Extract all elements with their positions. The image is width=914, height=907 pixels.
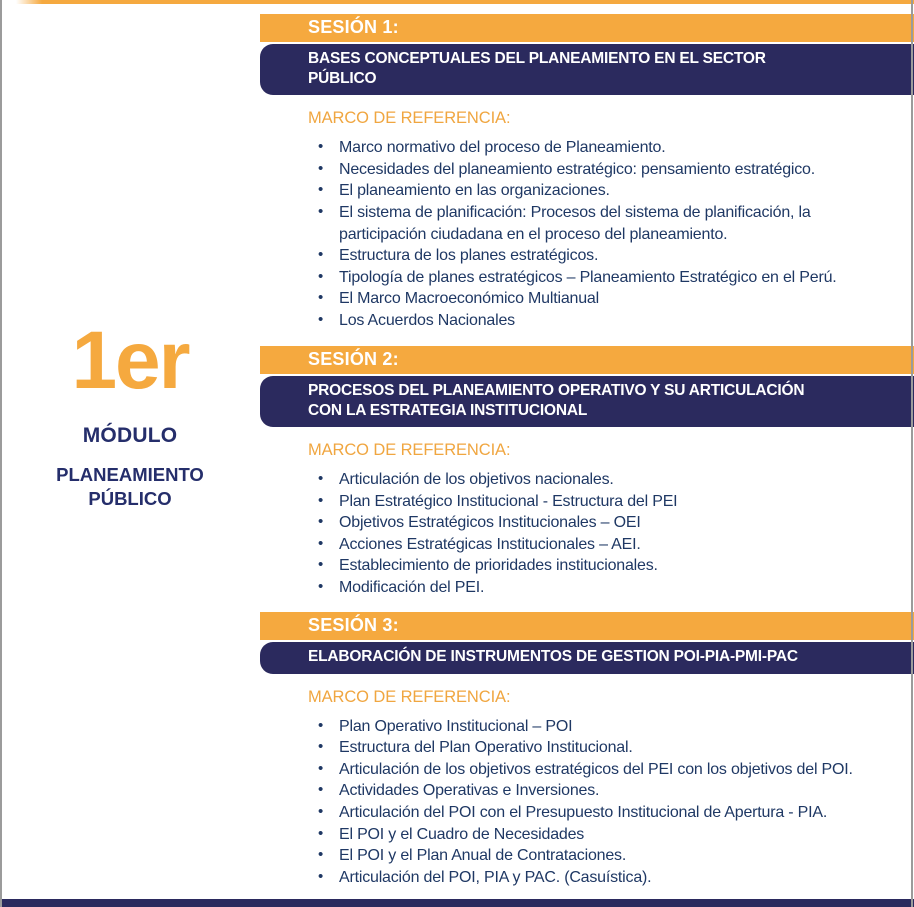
topic-item: • Plan Estratégico Institucional - Estructura del PEI (315, 491, 884, 513)
session-title: ELABORACIÓN DE INSTRUMENTOS DE GESTION POI-PIA-PMI-PAC (260, 642, 914, 673)
topic-item: • El POI y el Plan Anual de Contrataciones. (315, 845, 884, 867)
session-subheading: MARCO DE REFERENCIA: (308, 109, 511, 128)
topic-item: • Marco normativo del proceso de Planeamiento. (315, 137, 884, 159)
session-title: PROCESOS DEL PLANEAMIENTO OPERATIVO Y SU ARTICULACIÓN CON LA ESTRATEGIA INSTITUCIONAL (260, 376, 914, 427)
topic-item: • Actividades Operativas e Inversiones. (315, 780, 884, 802)
session-subheading: MARCO DE REFERENCIA: (308, 687, 511, 706)
topic-item: • Necesidades del planeamiento estratégico: pensamiento estratégico. (315, 159, 884, 181)
topic-item: • Establecimiento de prioridades institucionales. (315, 555, 884, 577)
topic-item: • Acciones Estratégicas Institucionales – AEI. (315, 534, 884, 556)
topic-item: • Los Acuerdos Nacionales (315, 310, 884, 332)
topic-item: • Articulación de los objetivos nacionales. (315, 469, 884, 491)
module-number: 1er (71, 315, 189, 406)
page-left-border (0, 0, 2, 907)
session-block (260, 346, 914, 599)
top-accent-bar (16, 0, 914, 4)
session-title: BASES CONCEPTUALES DEL PLANEAMIENTO EN EL SECTOR PÚBLICO (260, 44, 914, 95)
session-label: SESIÓN 1: (260, 14, 914, 42)
topic-item: • El POI y el Cuadro de Necesidades (315, 824, 884, 846)
session-label: SESIÓN 3: (260, 612, 914, 640)
module-panel (0, 0, 260, 907)
bottom-accent-bar (0, 899, 914, 907)
topic-item: • El sistema de planificación: Procesos del sistema de planificación, la participación ciudadana en el proceso del planeamiento. (315, 202, 884, 245)
topic-item: • Objetivos Estratégicos Institucionales – OEI (315, 512, 884, 534)
session-subheading: MARCO DE REFERENCIA: (308, 440, 511, 459)
page-right-border (911, 0, 913, 907)
topic-item: • El Marco Macroeconómico Multianual (315, 288, 884, 310)
topic-item: • Articulación de los objetivos estratégicos del PEI con los objetivos del POI. (315, 759, 884, 781)
session-topic-list (260, 469, 914, 599)
topic-item: • Plan Operativo Institucional – POI (315, 716, 884, 738)
topic-item: • Articulación del POI con el Presupuesto Institucional de Apertura - PIA. (315, 802, 884, 824)
topic-item: • Estructura del Plan Operativo Institucional. (315, 737, 884, 759)
module-label: MÓDULO (82, 423, 178, 447)
topic-item: • Estructura de los planes estratégicos. (315, 245, 884, 267)
topic-item: • Articulación del POI, PIA y PAC. (Casuística). (315, 867, 884, 889)
session-block (260, 612, 914, 888)
sessions-column (260, 0, 914, 907)
session-topic-list (260, 716, 914, 889)
topic-item: • Tipología de planes estratégicos – Planeamiento Estratégico en el Perú. (315, 267, 884, 289)
topic-item: • Modificación del PEI. (315, 577, 884, 599)
session-block (260, 14, 914, 332)
module-title: PLANEAMIENTO PÚBLICO (56, 463, 204, 509)
session-topic-list (260, 137, 914, 331)
session-label: SESIÓN 2: (260, 346, 914, 374)
topic-item: • El planeamiento en las organizaciones. (315, 180, 884, 202)
